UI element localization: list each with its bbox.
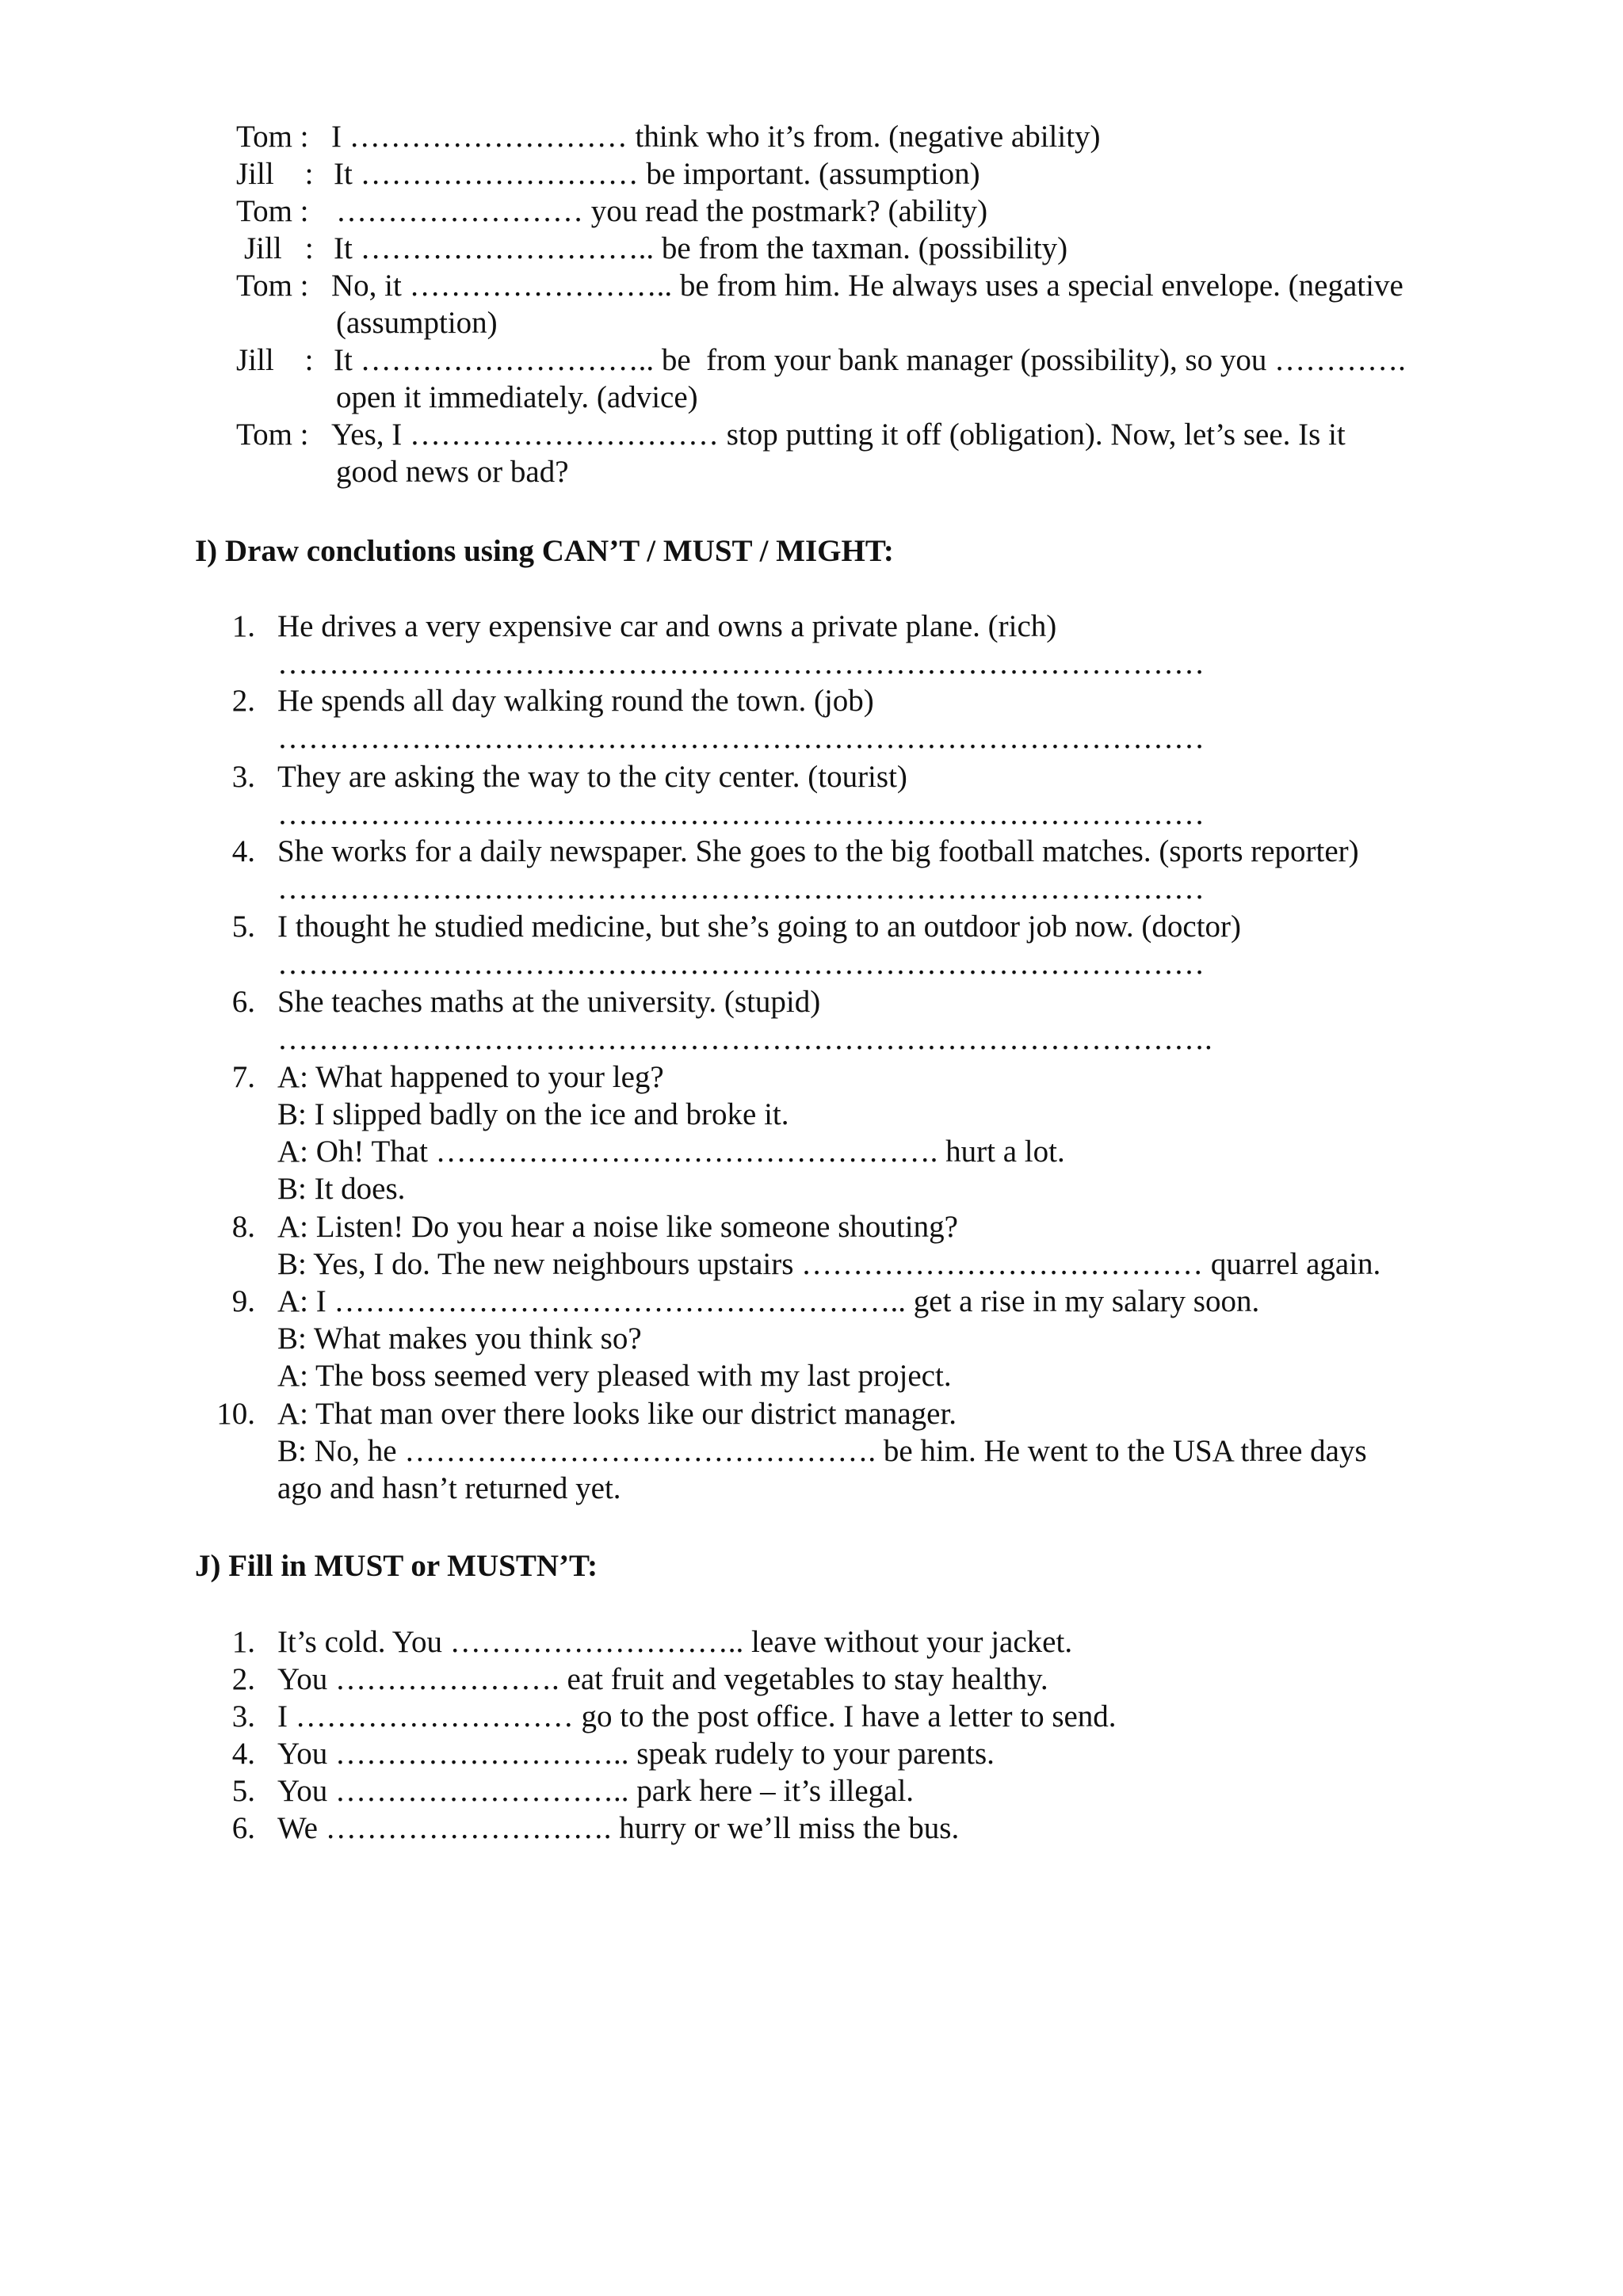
list-item-number: 10. bbox=[216, 1397, 255, 1431]
section-i-heading: I) Draw conclutions using CAN’T / MUST / MIGHT: bbox=[195, 534, 894, 568]
list-item-text: B: No, he ………………………………………. be him. He went to the USA three days bbox=[277, 1434, 1367, 1468]
answer-line: ……………………………………………………………………………… bbox=[277, 797, 1205, 831]
list-item-number: 2. bbox=[231, 684, 255, 718]
answer-line: ……………………………………………………………………………… bbox=[277, 721, 1205, 755]
list-item-number: 2. bbox=[231, 1662, 255, 1696]
list-item-number: 5. bbox=[231, 1774, 255, 1808]
dialogue-line: Yes, I ………………………… stop putting it off (obligation). Now, let’s see. Is it bbox=[331, 418, 1346, 452]
list-item-text: I ……………………… go to the post office. I have a letter to send. bbox=[277, 1699, 1117, 1733]
list-item-text: A: That man over there looks like our district manager. bbox=[277, 1397, 957, 1431]
list-item-text: B: Yes, I do. The new neighbours upstairs ………………………………… quarrel again. bbox=[277, 1247, 1381, 1281]
list-item-text: I thought he studied medicine, but she’s going to an outdoor job now. (doctor) bbox=[277, 910, 1242, 944]
dialogue-line: …………………… you read the postmark? (ability) bbox=[336, 194, 988, 228]
list-item-text: B: It does. bbox=[277, 1172, 406, 1206]
list-item-text: You ……………………….. park here – it’s illegal. bbox=[277, 1774, 915, 1808]
list-item-number: 7. bbox=[231, 1060, 255, 1094]
answer-line: ……………………………………………………………………………… bbox=[277, 871, 1205, 906]
list-item-number: 1. bbox=[231, 1625, 255, 1659]
list-item-number: 4. bbox=[231, 834, 255, 868]
list-item-number: 6. bbox=[231, 985, 255, 1019]
list-item-text: B: I slipped badly on the ice and broke it. bbox=[277, 1097, 789, 1131]
dialogue-line: open it immediately. (advice) bbox=[336, 380, 698, 414]
list-item-text: You …………………. eat fruit and vegetables to stay healthy. bbox=[277, 1662, 1048, 1696]
list-item-number: 6. bbox=[231, 1811, 255, 1845]
dialogue-line: No, it …………………….. be from him. He always uses a special envelope. (negative bbox=[331, 269, 1403, 303]
list-item-text: It’s cold. You ……………………….. leave without your jacket. bbox=[277, 1625, 1073, 1659]
list-item-text: A: The boss seemed very pleased with my last project. bbox=[277, 1359, 952, 1393]
answer-line: ……………………………………………………………………………… bbox=[277, 646, 1205, 681]
list-item-number: 9. bbox=[231, 1284, 255, 1318]
list-item-text: We ………………………. hurry or we’ll miss the bus. bbox=[277, 1811, 960, 1845]
list-item-number: 3. bbox=[231, 1699, 255, 1733]
list-item-text: A: Listen! Do you hear a noise like someone shouting? bbox=[277, 1210, 958, 1244]
list-item-text: A: I ……………………………………………….. get a rise in my salary soon. bbox=[277, 1284, 1260, 1318]
dialogue-speaker: Jill : bbox=[236, 157, 314, 191]
answer-line: ……………………………………………………………………………… bbox=[277, 947, 1205, 981]
list-item-text: You ……………………….. speak rudely to your parents. bbox=[277, 1737, 995, 1771]
dialogue-line: (assumption) bbox=[336, 306, 498, 340]
section-j-heading: J) Fill in MUST or MUSTN’T: bbox=[195, 1549, 598, 1583]
dialogue-speaker: Tom : bbox=[236, 269, 309, 303]
dialogue-line: It ……………………….. be from the taxman. (possibility) bbox=[334, 231, 1068, 265]
dialogue-speaker: Tom : bbox=[236, 120, 309, 154]
list-item-number: 1. bbox=[231, 609, 255, 643]
list-item-number: 8. bbox=[231, 1210, 255, 1244]
list-item-text: A: What happened to your leg? bbox=[277, 1060, 664, 1094]
dialogue-speaker: Jill : bbox=[244, 231, 314, 265]
dialogue-speaker: Jill : bbox=[236, 343, 314, 377]
list-item-text: B: What makes you think so? bbox=[277, 1322, 642, 1356]
list-item-text: A: Oh! That …………………………………………. hurt a lot. bbox=[277, 1135, 1065, 1169]
dialogue-line: It ……………………….. be from your bank manager (possibility), so you …………. bbox=[334, 343, 1406, 377]
list-item-number: 5. bbox=[231, 910, 255, 944]
dialogue-line: good news or bad? bbox=[336, 455, 569, 489]
list-item-text: They are asking the way to the city center. (tourist) bbox=[277, 760, 907, 794]
list-item-text: He drives a very expensive car and owns a private plane. (rich) bbox=[277, 609, 1057, 643]
list-item-text: ago and hasn’t returned yet. bbox=[277, 1471, 621, 1505]
dialogue-speaker: Tom : bbox=[236, 194, 309, 228]
list-item-text: He spends all day walking round the town. (job) bbox=[277, 684, 874, 718]
dialogue-line: It ……………………… be important. (assumption) bbox=[334, 157, 980, 191]
answer-line: ………………………………………………………………………………. bbox=[277, 1022, 1235, 1056]
list-item-number: 4. bbox=[231, 1737, 255, 1771]
list-item-text: She works for a daily newspaper. She goes to the big football matches. (sports reporter) bbox=[277, 834, 1359, 868]
list-item-text: She teaches maths at the university. (stupid) bbox=[277, 985, 821, 1019]
list-item-number: 3. bbox=[231, 760, 255, 794]
dialogue-speaker: Tom : bbox=[236, 418, 309, 452]
dialogue-line: I ……………………… think who it’s from. (negative ability) bbox=[331, 120, 1101, 154]
